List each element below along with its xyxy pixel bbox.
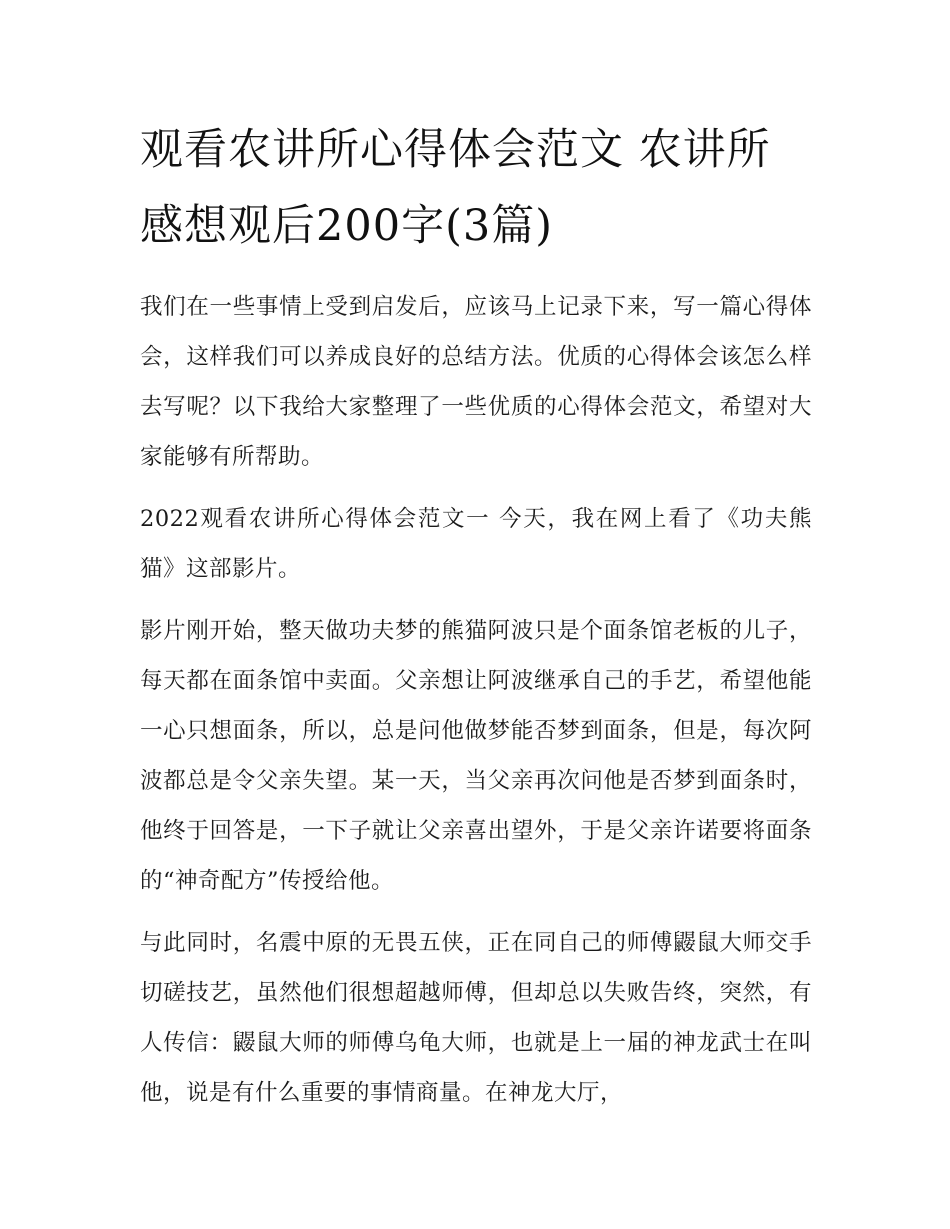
story-paragraph: 与此同时，名震中原的无畏五侠，正在同自己的师傅鼹鼠大师交手切磋技艺，虽然他们很想超越师傅，但却总以失败告终，突然，有人传信：鼹鼠大师的师傅乌龟大师，也就是上一届的神龙武士在叫他，说是有什么重要的事情商量。在神龙大厅， — [140, 930, 812, 1106]
document-body — [140, 112, 812, 1130]
essay-one-opening-paragraph: 2022观看农讲所心得体会范文一 今天，我在网上看了《功夫熊猫》这部影片。 — [140, 506, 812, 582]
story-paragraph: 影片刚开始，整天做功夫梦的熊猫阿波只是个面条馆老板的儿子，每天都在面条馆中卖面。父亲想让阿波继承自己的手艺，希望他能一心只想面条，所以，总是问他做梦能否梦到面条，但是，每次阿波都总是令父亲失望。某一天，当父亲再次问他是否梦到面条时，他终于回答是，一下子就让父亲喜出望外，于是父亲许诺要将面条的“神奇配方”传授给他。 — [140, 618, 812, 894]
intro-paragraph: 我们在一些事情上受到启发后，应该马上记录下来，写一篇心得体会，这样我们可以养成良好的总结方法。优质的心得体会该怎么样去写呢？以下我给大家整理了一些优质的心得体会范文，希望对大家能够有所帮助。 — [140, 294, 812, 470]
document-title: 观看农讲所心得体会范文 农讲所感想观后200字(3篇) — [140, 125, 771, 251]
